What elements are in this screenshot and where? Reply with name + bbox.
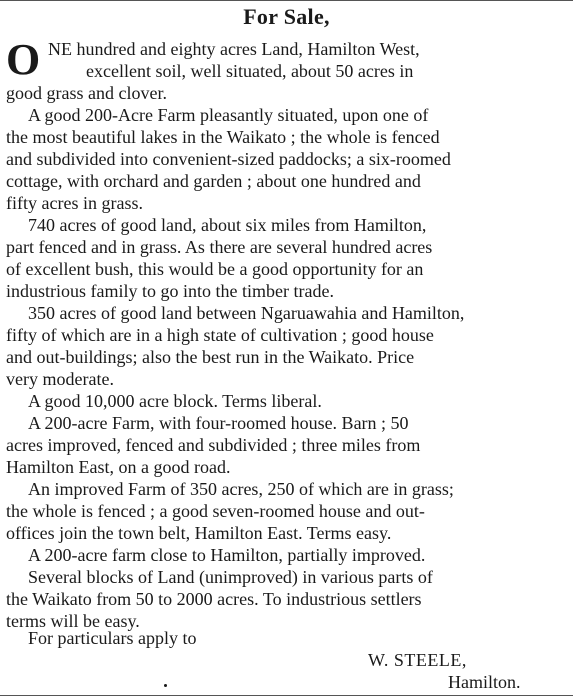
text-line: A good 10,000 acre block. Terms liberal. [28,391,322,411]
text-line: Hamilton East, on a good road. [6,457,231,477]
text-line: terms will be easy. [6,611,140,631]
text-line: A 200-acre farm close to Hamilton, partially improved. [28,545,426,565]
text-line: and out-buildings; also the best run in the Waikato. Price [6,347,415,367]
text-line: fifty of which are in a high state of cultivation ; good house [6,325,434,345]
text-line: the Waikato from 50 to 2000 acres. To industrious settlers [6,589,422,609]
text-line: offices join the town belt, Hamilton East. Terms easy. [6,523,392,543]
text-line: cottage, with orchard and garden ; about one hundred and [6,171,421,191]
text-line: 350 acres of good land between Ngaruawahia and Hamilton, [28,303,465,323]
signature-place: Hamilton. [448,672,521,692]
top-rule [0,0,573,1]
text-line: NE hundred and eighty acres Land, Hamilton West, [48,39,420,59]
text-line: Several blocks of Land (unimproved) in various parts of [28,567,433,587]
text-line: 740 acres of good land, about six miles from Hamilton, [28,215,427,235]
print-speck [164,684,167,687]
text-line: acres improved, fenced and subdivided ; three miles from [6,435,421,455]
text-line: the most beautiful lakes in the Waikato ; the whole is fenced [6,127,440,147]
ad-title: For Sale, [243,4,330,29]
text-line: and subdivided into convenient-sized paddocks; a six-roomed [6,149,451,169]
text-line: of excellent bush, this would be a good opportunity for an [6,259,424,279]
text-line: A good 200-Acre Farm pleasantly situated, upon one of [28,105,429,125]
text-line: very moderate. [6,369,114,389]
text-line: A 200-acre Farm, with four-roomed house. Barn ; 50 [28,413,409,433]
text-line: For particulars apply to [28,628,197,648]
text-line: industrious family to go into the timber trade. [6,281,334,301]
text-line: the whole is fenced ; a good seven-roomed house and out- [6,501,425,521]
text-line: excellent soil, well situated, about 50 acres in [86,61,414,81]
text-line: part fenced and in grass. As there are several hundred acres [6,237,433,257]
signature-name: W. STEELE, [368,650,467,670]
bottom-rule [0,695,573,696]
text-line: good grass and clover. [6,83,167,103]
drop-cap: O [6,35,41,84]
text-line: An improved Farm of 350 acres, 250 of which are in grass; [28,479,454,499]
text-line: fifty acres in grass. [6,193,143,213]
